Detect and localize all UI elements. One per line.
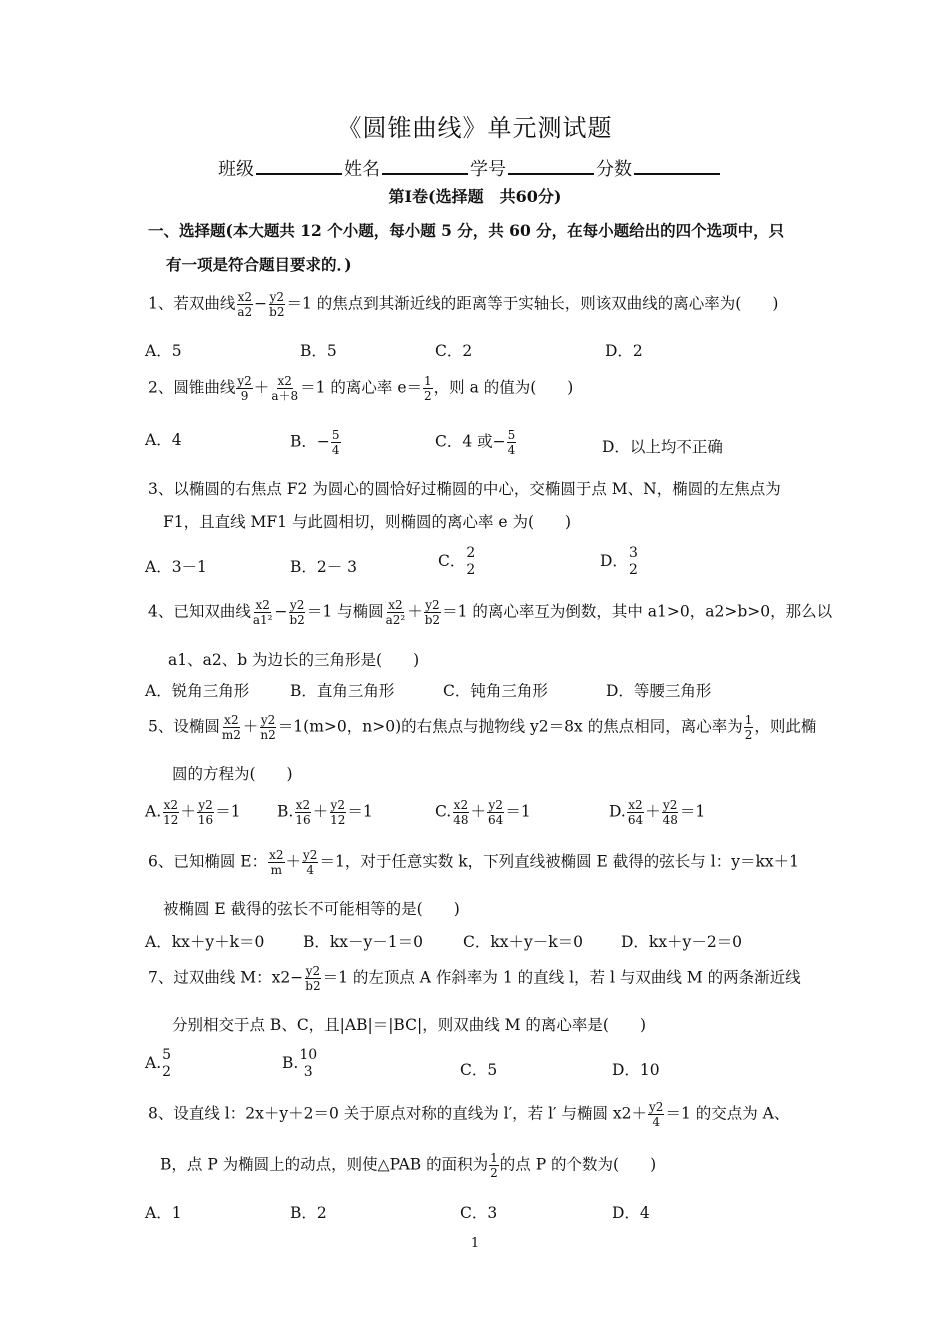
- q5-option-b[interactable]: B. $\frac{x2}{16}$ ＋ $\frac{y2}{12}$ ＝1: [277, 798, 373, 827]
- q8-option-c[interactable]: C．3: [460, 1204, 498, 1222]
- section-line-1: 一、选择题(本大题共 12 个小题，每小题 5 分，共 60 分，在每小题给出的四个选项中，只: [148, 221, 785, 240]
- q8-text-pre: 8、设直线 l：2x＋y＋2＝0 关于原点对称的直线为 l′，若 l′ 与椭圆 x2＋: [148, 1104, 648, 1123]
- q6-text-pre: 6、已知椭圆 E：: [148, 852, 268, 871]
- q7-option-a[interactable]: A. 5 2: [145, 1047, 172, 1080]
- q7-option-d[interactable]: D．10: [612, 1061, 660, 1079]
- q1-option-a[interactable]: A．5: [145, 342, 182, 360]
- question-4: [148, 598, 832, 627]
- q8-frac-1: $\frac{y2}{4}$: [649, 1100, 664, 1129]
- q7-text-post: ＝1 的左顶点 A 作斜率为 1 的直线 l，若 l 与双曲线 M 的两条渐近线: [322, 968, 801, 987]
- q2-option-c[interactable]: C．4 或− $\frac{5}{4}$: [435, 428, 516, 457]
- q2-option-d[interactable]: D．以上均不正确: [602, 438, 723, 456]
- q4-option-b[interactable]: B．直角三角形: [290, 682, 395, 700]
- section-line-2: 有一项是符合题目要求的．): [166, 255, 352, 274]
- q6-frac-1: $\frac{x2}{m}$: [269, 848, 284, 877]
- q5-frac-2: $\frac{y2}{n2}$: [260, 713, 276, 742]
- q5-text-post2: ，则此椭: [754, 717, 817, 736]
- q2-option-b[interactable]: B．− $\frac{5}{4}$: [290, 428, 340, 457]
- question-7: [148, 964, 801, 993]
- q1-option-c[interactable]: C．2: [435, 342, 473, 360]
- q4-text-pre: 4、已知双曲线: [148, 602, 251, 621]
- q6-option-a[interactable]: A．kx＋y＋k＝0: [145, 933, 265, 951]
- q6-text-mid: ＋: [285, 852, 302, 871]
- q1-text-mid: −: [254, 294, 268, 313]
- class-label: 班级: [218, 159, 254, 180]
- q6-option-d[interactable]: D．kx＋y－2＝0: [621, 933, 743, 951]
- q6-frac-2: $\frac{y2}{4}$: [303, 848, 318, 877]
- q4-frac-1: $\frac{x2}{\text{a1²}}$: [252, 598, 273, 627]
- q2-text-mid: ＋: [253, 378, 270, 397]
- q6-text-post: ＝1，对于任意实数 k，下列直线被椭圆 E 截得的弦长与 l：y＝kx＋1: [319, 852, 799, 871]
- q1-text-post: ＝1 的焦点到其渐近线的距离等于实轴长，则该双曲线的离心率为( ): [286, 294, 779, 313]
- q3-option-b[interactable]: B．2－ 3: [290, 558, 358, 576]
- q5-option-a[interactable]: A. $\frac{x2}{12}$ ＋ $\frac{y2}{16}$ ＝1: [145, 798, 241, 827]
- question-7-line-2: 分别相交于点 B、C，且|AB|＝|BC|，则双曲线 M 的离心率是( ): [172, 1016, 647, 1034]
- q5-frac-1: $\frac{x2}{m2}$: [221, 713, 241, 742]
- q7-text-pre: 7、过双曲线 M：x2−: [148, 968, 304, 987]
- q8-option-a[interactable]: A．1: [145, 1204, 182, 1222]
- q7-option-b[interactable]: B. 10 3: [282, 1047, 318, 1080]
- q4-option-c[interactable]: C．钝角三角形: [443, 682, 548, 700]
- q8-option-b[interactable]: B．2: [290, 1204, 327, 1222]
- q5-text-pre: 5、设椭圆: [148, 717, 220, 736]
- id-label: 学号: [470, 159, 506, 180]
- q4-frac-2: $\frac{y2}{b2}$: [289, 598, 305, 627]
- q8-text-post: ＝1 的交点为 A、: [665, 1104, 790, 1123]
- q2-frac-3: $\frac{1}{2}$: [424, 374, 432, 403]
- name-label: 姓名: [344, 159, 380, 180]
- section-heading: [148, 214, 813, 282]
- q5-text-mid: ＋: [242, 717, 259, 736]
- q2-frac-2: $\frac{x2}{a+8}$: [271, 374, 299, 403]
- q2-text-post1: ＝1 的离心率 e＝: [300, 378, 422, 397]
- q1-option-d[interactable]: D．2: [605, 342, 643, 360]
- q4-text-post: ＝1 的离心率互为倒数，其中 a1>0，a2>b>0，那么以: [442, 602, 833, 621]
- question-6-line-2: 被椭圆 E 截得的弦长不可能相等的是( ): [163, 900, 460, 918]
- question-5: [148, 713, 816, 742]
- q2-text-post2: ，则 a 的值为( ): [433, 378, 574, 397]
- q5-option-c[interactable]: C. $\frac{x2}{48}$ ＋ $\frac{y2}{64}$ ＝1: [435, 798, 531, 827]
- student-info-row: [218, 155, 722, 181]
- q4-text-mid2: ＝1 与椭圆: [306, 602, 384, 621]
- q3-option-d[interactable]: D． 3 2: [600, 545, 638, 578]
- score-blank[interactable]: [634, 155, 720, 175]
- q7-option-c[interactable]: C．5: [460, 1061, 498, 1079]
- q1-frac-1: $\frac{x2}{a2}$: [237, 290, 253, 319]
- q4-option-d[interactable]: D．等腰三角形: [606, 682, 712, 700]
- q3-option-a[interactable]: A．3－1: [145, 558, 207, 576]
- part-title: 第Ⅰ卷(选择题 共60分): [388, 187, 562, 206]
- q4-text-mid3: ＋: [407, 602, 423, 621]
- q6-option-c[interactable]: C．kx＋y－k＝0: [463, 933, 584, 951]
- q5-frac-3: $\frac{1}{2}$: [744, 713, 753, 742]
- page-title: 《圆锥曲线》单元测试题: [337, 114, 613, 142]
- q5-text-post1: ＝1(m>0，n>0)的右焦点与抛物线 y2＝8x 的焦点相同，离心率为: [277, 717, 743, 736]
- q8-option-d[interactable]: D．4: [612, 1204, 650, 1222]
- score-label: 分数: [596, 159, 632, 180]
- page-number: 1: [470, 1236, 480, 1251]
- question-6: [148, 848, 799, 877]
- question-1: [148, 290, 778, 319]
- name-blank[interactable]: [382, 155, 468, 175]
- question-8-line-2: B，点 P 为椭圆上的动点，则使△PAB 的面积为 $\frac{1}{2}$ 的点 P 的个数为( ): [160, 1151, 657, 1180]
- question-3-line-1: 3、以椭圆的右焦点 F2 为圆心的圆恰好过椭圆的中心，交椭圆于点 M、N，椭圆的左焦点为: [148, 480, 781, 498]
- q7-frac-1: $\frac{y2}{b2}$: [305, 964, 321, 993]
- question-3-line-2: F1，且直线 MF1 与此圆相切，则椭圆的离心率 e 为( ): [163, 513, 572, 531]
- question-5-line-2: 圆的方程为( ): [172, 765, 293, 783]
- q2-frac-1: $\frac{y2}{9}$: [237, 374, 252, 403]
- question-8: [148, 1100, 789, 1129]
- q4-frac-3: $\frac{x2}{\text{a2²}}$: [385, 598, 406, 627]
- q1-frac-2: $\frac{y2}{b2}$: [269, 290, 285, 319]
- q1-option-b[interactable]: B．5: [300, 342, 337, 360]
- q2-text-pre: 2、圆锥曲线: [148, 378, 236, 397]
- q4-frac-4: $\frac{y2}{b2}$: [424, 598, 441, 627]
- q2-option-a[interactable]: A．4: [145, 431, 182, 449]
- question-4-line-2: a1、a2、b 为边长的三角形是( ): [168, 651, 420, 669]
- question-2: [148, 374, 573, 403]
- q4-text-mid: −: [274, 602, 288, 621]
- q3-option-c[interactable]: C． 2 2: [438, 545, 476, 578]
- q4-option-a[interactable]: A．锐角三角形: [145, 682, 250, 700]
- class-blank[interactable]: [256, 155, 342, 175]
- q1-text-pre: 1、若双曲线: [148, 294, 236, 313]
- q5-option-d[interactable]: D. $\frac{x2}{64}$ ＋ $\frac{y2}{48}$ ＝1: [609, 798, 706, 827]
- q6-option-b[interactable]: B．kx－y－1＝0: [303, 933, 424, 951]
- id-blank[interactable]: [508, 155, 594, 175]
